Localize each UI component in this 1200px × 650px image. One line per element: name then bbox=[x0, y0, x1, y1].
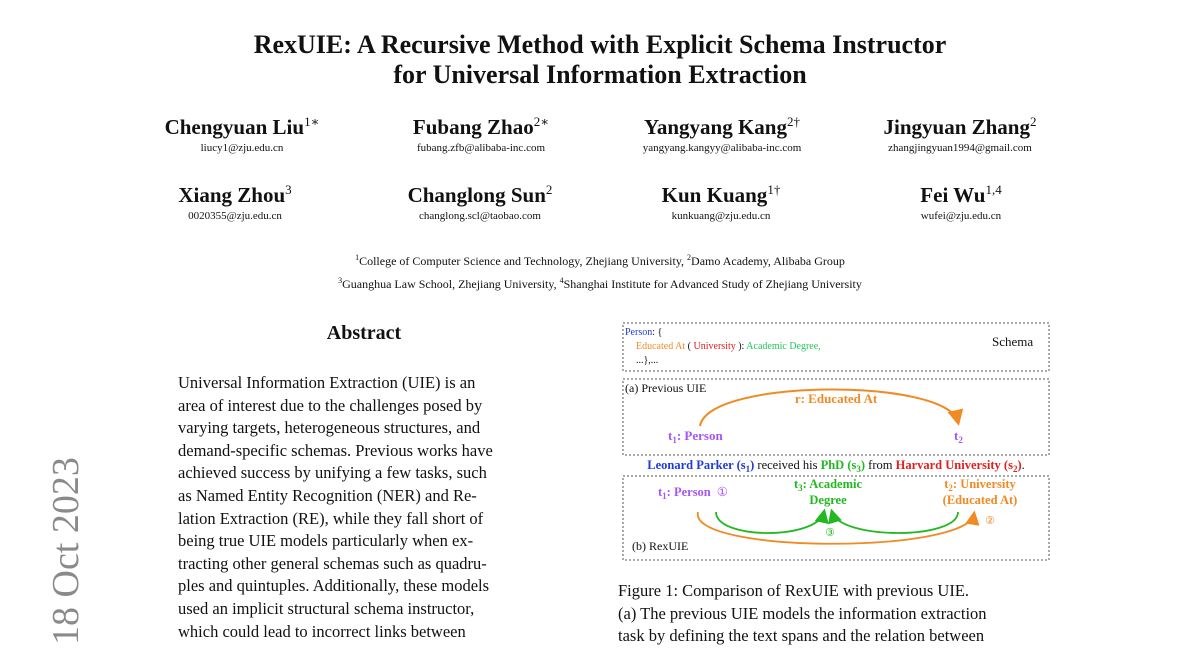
rexuie-t2-label: $t_2$: University bbox=[944, 477, 1016, 493]
abstract-line: tracting other general schemas such as quadru- bbox=[178, 553, 487, 573]
green-arrow-from-t2 bbox=[832, 512, 958, 533]
author-name: Yangyang Kang$^{2\dagger}$ bbox=[644, 114, 800, 139]
author-block bbox=[350, 178, 610, 223]
abstract-line: ples and quintuples. Additionally, these models bbox=[178, 576, 490, 596]
author-email: zhangjingyuan1994@gmail.com bbox=[888, 142, 1032, 154]
relation-label: r: Educated At bbox=[794, 391, 878, 406]
orange-arrow-t1-to-t2 bbox=[698, 512, 974, 544]
author-name: Fubang Zhao$^{2∗}$ bbox=[412, 114, 550, 139]
rexuie-t3-step: ③ bbox=[825, 527, 835, 539]
figure-1 bbox=[618, 318, 1054, 566]
author-name: Kun Kuang$^{1\dagger}$ bbox=[661, 182, 781, 207]
schema-line-3: ...},... bbox=[636, 355, 659, 366]
author-block bbox=[592, 110, 852, 155]
schema-line-2: Educated At ( University ): Academic Degree, bbox=[636, 341, 821, 352]
abstract-line: Universal Information Extraction (UIE) is an bbox=[178, 373, 476, 392]
schema-label: Schema bbox=[992, 334, 1034, 349]
author-block bbox=[830, 110, 1090, 155]
abstract-line: lation Extraction (RE), while they fall short of bbox=[178, 508, 484, 528]
rexuie-label: (b) RexUIE bbox=[632, 539, 689, 553]
author-name: Chengyuan Liu$^{1∗}$ bbox=[164, 114, 320, 139]
previous-t1-label: $t_1$: Person bbox=[668, 428, 723, 445]
author-name: Xiang Zhou$^3$ bbox=[178, 182, 292, 207]
author-email: wufei@zju.edu.cn bbox=[920, 210, 1002, 222]
caption-line: Figure 1: Comparison of RexUIE with previous UIE. bbox=[618, 581, 970, 600]
green-arrow-from-t1 bbox=[716, 512, 824, 533]
author-block bbox=[112, 110, 372, 155]
author-email: 0020355@zju.edu.cn bbox=[188, 210, 282, 222]
author-email: changlong.scl@taobao.com bbox=[419, 210, 541, 222]
author-email: liucy1@zju.edu.cn bbox=[200, 142, 284, 154]
example-sentence: Leonard Parker $(s_1)$ received his PhD $(s_3)$ from Harvard University $(s_2)$. bbox=[647, 458, 1025, 474]
abstract-line: as Named Entity Recognition (NER) and Re- bbox=[178, 485, 477, 505]
rexuie-t3-label: $t_3$: Academic bbox=[793, 477, 863, 493]
rexuie-t1-label: $t_1$: Person ① bbox=[658, 485, 728, 501]
abstract-line: varying targets, heterogeneous structures, and bbox=[178, 418, 481, 438]
title-line-1: RexUIE: A Recursive Method with Explicit Schema Instructor bbox=[253, 30, 947, 59]
author-name: Fei Wu$^{1,4}$ bbox=[920, 182, 1002, 207]
author-email: kunkuang@zju.edu.cn bbox=[671, 210, 771, 222]
previous-uie-label: (a) Previous UIE bbox=[625, 381, 707, 395]
arxiv-date-text: 18 Oct 2023 bbox=[45, 457, 87, 645]
affiliation-line-1: $^1$College of Computer Science and Technology, Zhejiang University, $^2$Damo Academy, Alibaba Group bbox=[355, 253, 845, 268]
paper-title bbox=[0, 30, 1200, 90]
abstract-line: which could lead to incorrect links between bbox=[178, 621, 466, 641]
author-block bbox=[105, 178, 365, 223]
abstract-body bbox=[178, 372, 550, 643]
author-block bbox=[351, 110, 611, 155]
caption-line: task by defining the text spans and the relation between bbox=[618, 626, 985, 646]
author-email: fubang.zfb@alibaba-inc.com bbox=[416, 142, 546, 154]
rexuie-t2-label-line2: (Educated At) bbox=[942, 493, 1018, 507]
affiliation-line-2: $^3$Guanghua Law School, Zhejiang University, $^4$Shanghai Institute for Advanced Study of Zhejiang University bbox=[338, 276, 862, 291]
rexuie-t3-label-line2: Degree bbox=[809, 493, 847, 507]
caption-line: (a) The previous UIE models the information extraction bbox=[618, 603, 987, 623]
arxiv-date-stamp bbox=[12, 410, 92, 650]
author-name: Changlong Sun$^2$ bbox=[407, 182, 553, 207]
author-name: Jingyuan Zhang$^2$ bbox=[883, 114, 1037, 139]
rexuie-t2-step: ② bbox=[985, 515, 995, 527]
author-block bbox=[591, 178, 851, 223]
abstract-heading: Abstract bbox=[326, 322, 402, 344]
abstract-line: demand-specific schemas. Previous works have bbox=[178, 440, 493, 460]
author-block bbox=[831, 178, 1091, 223]
schema-line-1: Person: { bbox=[625, 327, 663, 338]
figure-caption bbox=[618, 580, 1054, 648]
abstract-line: achieved success by unifying a few tasks, such bbox=[178, 463, 487, 483]
abstract-line: area of interest due to the challenges posed by bbox=[178, 395, 483, 415]
abstract-line: being true UIE models particularly when ex- bbox=[178, 531, 474, 551]
author-email: yangyang.kangyy@alibaba-inc.com bbox=[642, 142, 802, 154]
title-line-2: for Universal Information Extraction bbox=[393, 60, 807, 89]
previous-t2-label: $t_2$ bbox=[954, 428, 963, 445]
abstract-line: used an implicit structural schema instructor, bbox=[178, 598, 475, 618]
